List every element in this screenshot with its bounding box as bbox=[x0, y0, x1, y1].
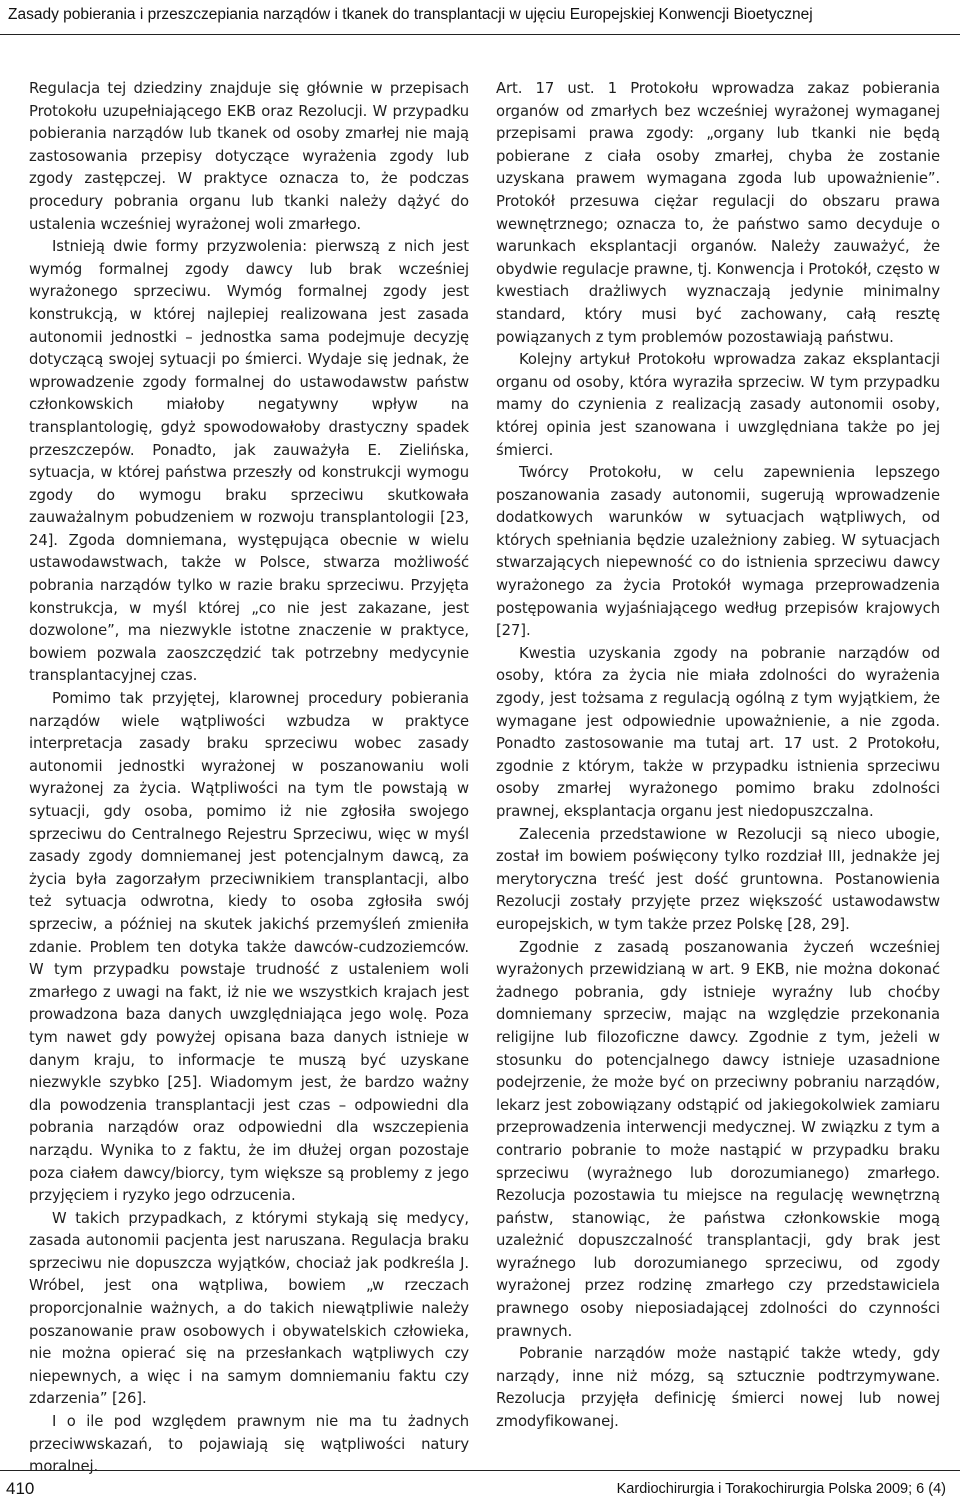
right-paragraph-6: Zgodnie z zasadą poszanowania życzeń wcześniej wyrażonych przewidzianą w art. 9 EKB, nie można dokonać żadnego pobrania, gdy istnieje wyraźny lub choćby domniemany sprzeciw, mając na względzie przekonania religijne lub filozoficzne dawcy. Zgodnie z tym, jeżeli w stosunku do potencjalnego dawcy istnieje uzasadnione podejrzenie, że może być on przeciwny pobraniu narządów, lekarz jest zobowiązany odstąpić od jakiegokolwiek zamiaru przeprowadzenia interwencji medycznej. W związku z tym a contrario pobranie to może nastąpić w przypadku braku sprzeciwu (wyrażnego lub dorozumianego) zmarłego. Rezolucja pozostawia tu miejsce na regulację wewnętrzną państw, stanowiąc, że państwa członkowskie mogą uzależnić dopuszczalność transplantacji, gdy brak jest wyraźnego lub dorozumianego sprzeciwu, od zgody wyrażonej przez rodzinę zmarłego czy przedstawiciela prawnego osoby nieposiadającej zdolności do czynności prawnych. bbox=[496, 938, 940, 1340]
left-paragraph-2: Istnieją dwie formy przyzwolenia: pierwszą z nich jest wymóg formalnej zgody dawcy lub brak wcześniej wyrażonego sprzeciwu. Wymóg formalnej zgody jest konstrukcją, w której najlepiej realizowana jest zasada autonomii jednostki – jednostka sama podejmuje decyzję dotyczącą swojej sytuacji po śmierci. Wydaje się jednak, że wprowadzenie zgody formalnej do ustawodawstw państw członkowskich miałoby negatywny wpływ na transplantologię, gdyż spowodowałoby drastyczny spadek przeszczepów. Ponadto, jak zauważyła E. Zielińska, sytuacja, w której państwa przeszły od konstrukcji wymogu zgody do wymogu braku sprzeciwu skutkowała zauważalnym pobudzeniem w rozwoju transplantologii [23, 24]. Zgoda domniemana, występująca obecnie w wielu ustawodawstwach, także w Polsce, stwarza możliwość pobrania narządów tylko w razie braku sprzeciwu. Przyjęta konstrukcja, w myśl której „co nie jest zakazane, jest dozwolone”, ma niezwykle istotne znaczenie w praktyce, bowiem pozwala zaoszczędzić tak potrzebny medycynie transplantacyjnej czas. bbox=[29, 238, 469, 685]
right-column bbox=[496, 78, 940, 1434]
left-column bbox=[29, 78, 469, 1479]
footer-rule bbox=[0, 1470, 960, 1471]
right-paragraph-7: Pobranie narządów może nastąpić także wtedy, gdy narządy, inne niż mózg, są sztucznie podtrzymywane. Rezolucja przyjęła definicję śmierci nowej lub nowej zmodyfikowanej. bbox=[496, 1345, 940, 1431]
right-paragraph-2: Kolejny artykuł Protokołu wprowadza zakaz eksplantacji organu od osoby, która wyraziła sprzeciw. W tym przypadku mamy do czynienia z realizacją zasady autonomii osoby, której opinia jest szanowana i uwzględniana także po jej śmierci. bbox=[496, 351, 940, 459]
running-title: Zasady pobierania i przeszczepiania narządów i tkanek do transplantacji w ujęciu Europejskiej Konwencji Bioetycznej bbox=[8, 6, 813, 23]
left-paragraph-5: I o ile pod względem prawnym nie ma tu żadnych przeciwwskazań, to pojawiają się wątpliwości natury moralnej. bbox=[29, 1413, 469, 1476]
journal-citation: Kardiochirurgia i Torakochirurgia Polska 2009; 6 (4) bbox=[616, 1481, 946, 1497]
right-paragraph-3: Twórcy Protokołu, w celu zapewnienia lepszego poszanowania zasady autonomii, sugerują wprowadzenie dodatkowych warunków w sytuacjach wątpliwych, od których spełniania będzie uzależniony zabieg. W sytuacjach stwarzających niepewność co do istnienia sprzeciwu dawcy wyrażonego za życia Protokół wymaga przeprowadzenia postępowania wyjaśniającego według przepisów krajowych [27]. bbox=[496, 464, 940, 640]
right-paragraph-4: Kwestia uzyskania zgody na pobranie narządów od osoby, która za życia nie miała zdolności do wyrażenia zgody, jest tożsama z regulacją ogólną z tym wyjątkiem, że wymagane jest odpowiednie upoważnienie, a nie zgoda. Ponadto zastosowanie ma tutaj art. 17 ust. 2 Protokołu, zgodnie z którym, także w przypadku istnienia sprzeciwu osoby zmarłej wyrażonego pomimo braku zdolności prawnej, eksplantacja organu jest niedopuszczalna. bbox=[496, 644, 940, 820]
page-number: 410 bbox=[6, 1479, 35, 1498]
left-paragraph-3: Pomimo tak przyjętej, klarownej procedury pobierania narządów wiele wątpliwości wzbudza w praktyce interpretacja zasady braku sprzeciwu wobec zasady autonomii jednostki wyrażonej w poszanowaniu woli wyrażonej za życia. Wątpliwości na tym tle powstają w sytuacji, gdy osoba, pomimo iż nie zgłosiła swojego sprzeciwu do Centralnego Rejestru Sprzeciwu, więc w myśl zasady zgody domniemanej jest potencjalnym dawcą, za życia była zagorzałym przeciwnikiem transplantacji, albo też sytuacja odwrotna, kiedy to osoba zgłosiła swój sprzeciw, a później na skutek jakichś przemyśleń zmieniła zdanie. Problem ten dotyka także dawców-cudzoziemców. W tym przypadku powstaje trudność z ustaleniem woli zmarłego z uwagi na fakt, iż nie we wszystkich krajach jest prowadzona baza danych uwzględniająca jego wolę. Poza tym nawet gdy powyżej opisana baza danych istnieje w danym kraju, to informacje te muszą być uzyskane niezwykle szybko [25]. Wiadomym jest, że bardzo ważny dla powodzenia transplantacji jest czas – odpowiedni dla pobrania narządów oraz odpowiedni dla wszczepienia narządu. Wynika to z faktu, że im dłużej organ pozostaje poza ciałem dawcy/biorcy, tym większe są problemy z jego przyjęciem i ryzyko jego odrzucenia. bbox=[29, 690, 469, 1205]
left-paragraph-1: Regulacja tej dziedziny znajduje się głównie w przepisach Protokołu uzupełniającego EKB oraz Rezolucji. W przypadku pobierania narządów lub tkanek od osoby zmarłej nie mają zastosowania przepisy dotyczące wyrażenia zgody lub zgody zastępczej. W praktyce oznacza to, że podczas procedury pobrania organu lub tkanki należy dążyć do ustalenia wcześniej wyrażonej woli zmarłego. bbox=[29, 80, 469, 233]
left-paragraph-4: W takich przypadkach, z którymi stykają się medycy, zasada autonomii pacjenta jest naruszana. Regulacja braku sprzeciwu nie dopuszcza wyjątków, chociaż jak podkreśla J. Wróbel, jest ona wątpliwa, bowiem „w rzeczach proporcjonalnie ważnych, a do takich niewątpliwie należy poszanowanie praw osobowych i obywatelskich człowieka, nie można opierać się na przesłankach wątpliwych czy niepewnych, a więc i na samym domniemaniu faktu czy zdarzenia” [26]. bbox=[29, 1209, 469, 1408]
right-paragraph-5: Zalecenia przedstawione w Rezolucji są nieco ubogie, został im bowiem poświęcony tylko rozdział III, jednakże jej merytoryczna treść jest dość gruntowna. Postanowienia Rezolucji zostały przyjęte przez większość ustawodawstw europejskich, w tym także przez Polskę [28, 29]. bbox=[496, 825, 940, 933]
right-paragraph-1: Art. 17 ust. 1 Protokołu wprowadza zakaz pobierania organów od zmarłych bez wcześniej wyrażonej wymaganej przepisami prawa zgody: „organy lub tkanki nie będą pobierane z ciała osoby zmarłej, chyba że zostanie uzyskana prawem wymagana zgoda lub upoważnienie”. Protokół przesuwa ciężar regulacji do obszaru prawa wewnętrznego; oznacza to, że państwo samo decyduje o warunkach eksplantacji organów. Należy zauważyć, że obydwie regulacje prawne, tj. Konwencja i Protokół, często w kwestiach drażliwych wyznaczają jedynie minimalny standard, który musi być zachowany, całą resztę powiązanych z tym problemów pozostawiają państwu. bbox=[496, 80, 940, 346]
header-rule bbox=[0, 34, 960, 35]
